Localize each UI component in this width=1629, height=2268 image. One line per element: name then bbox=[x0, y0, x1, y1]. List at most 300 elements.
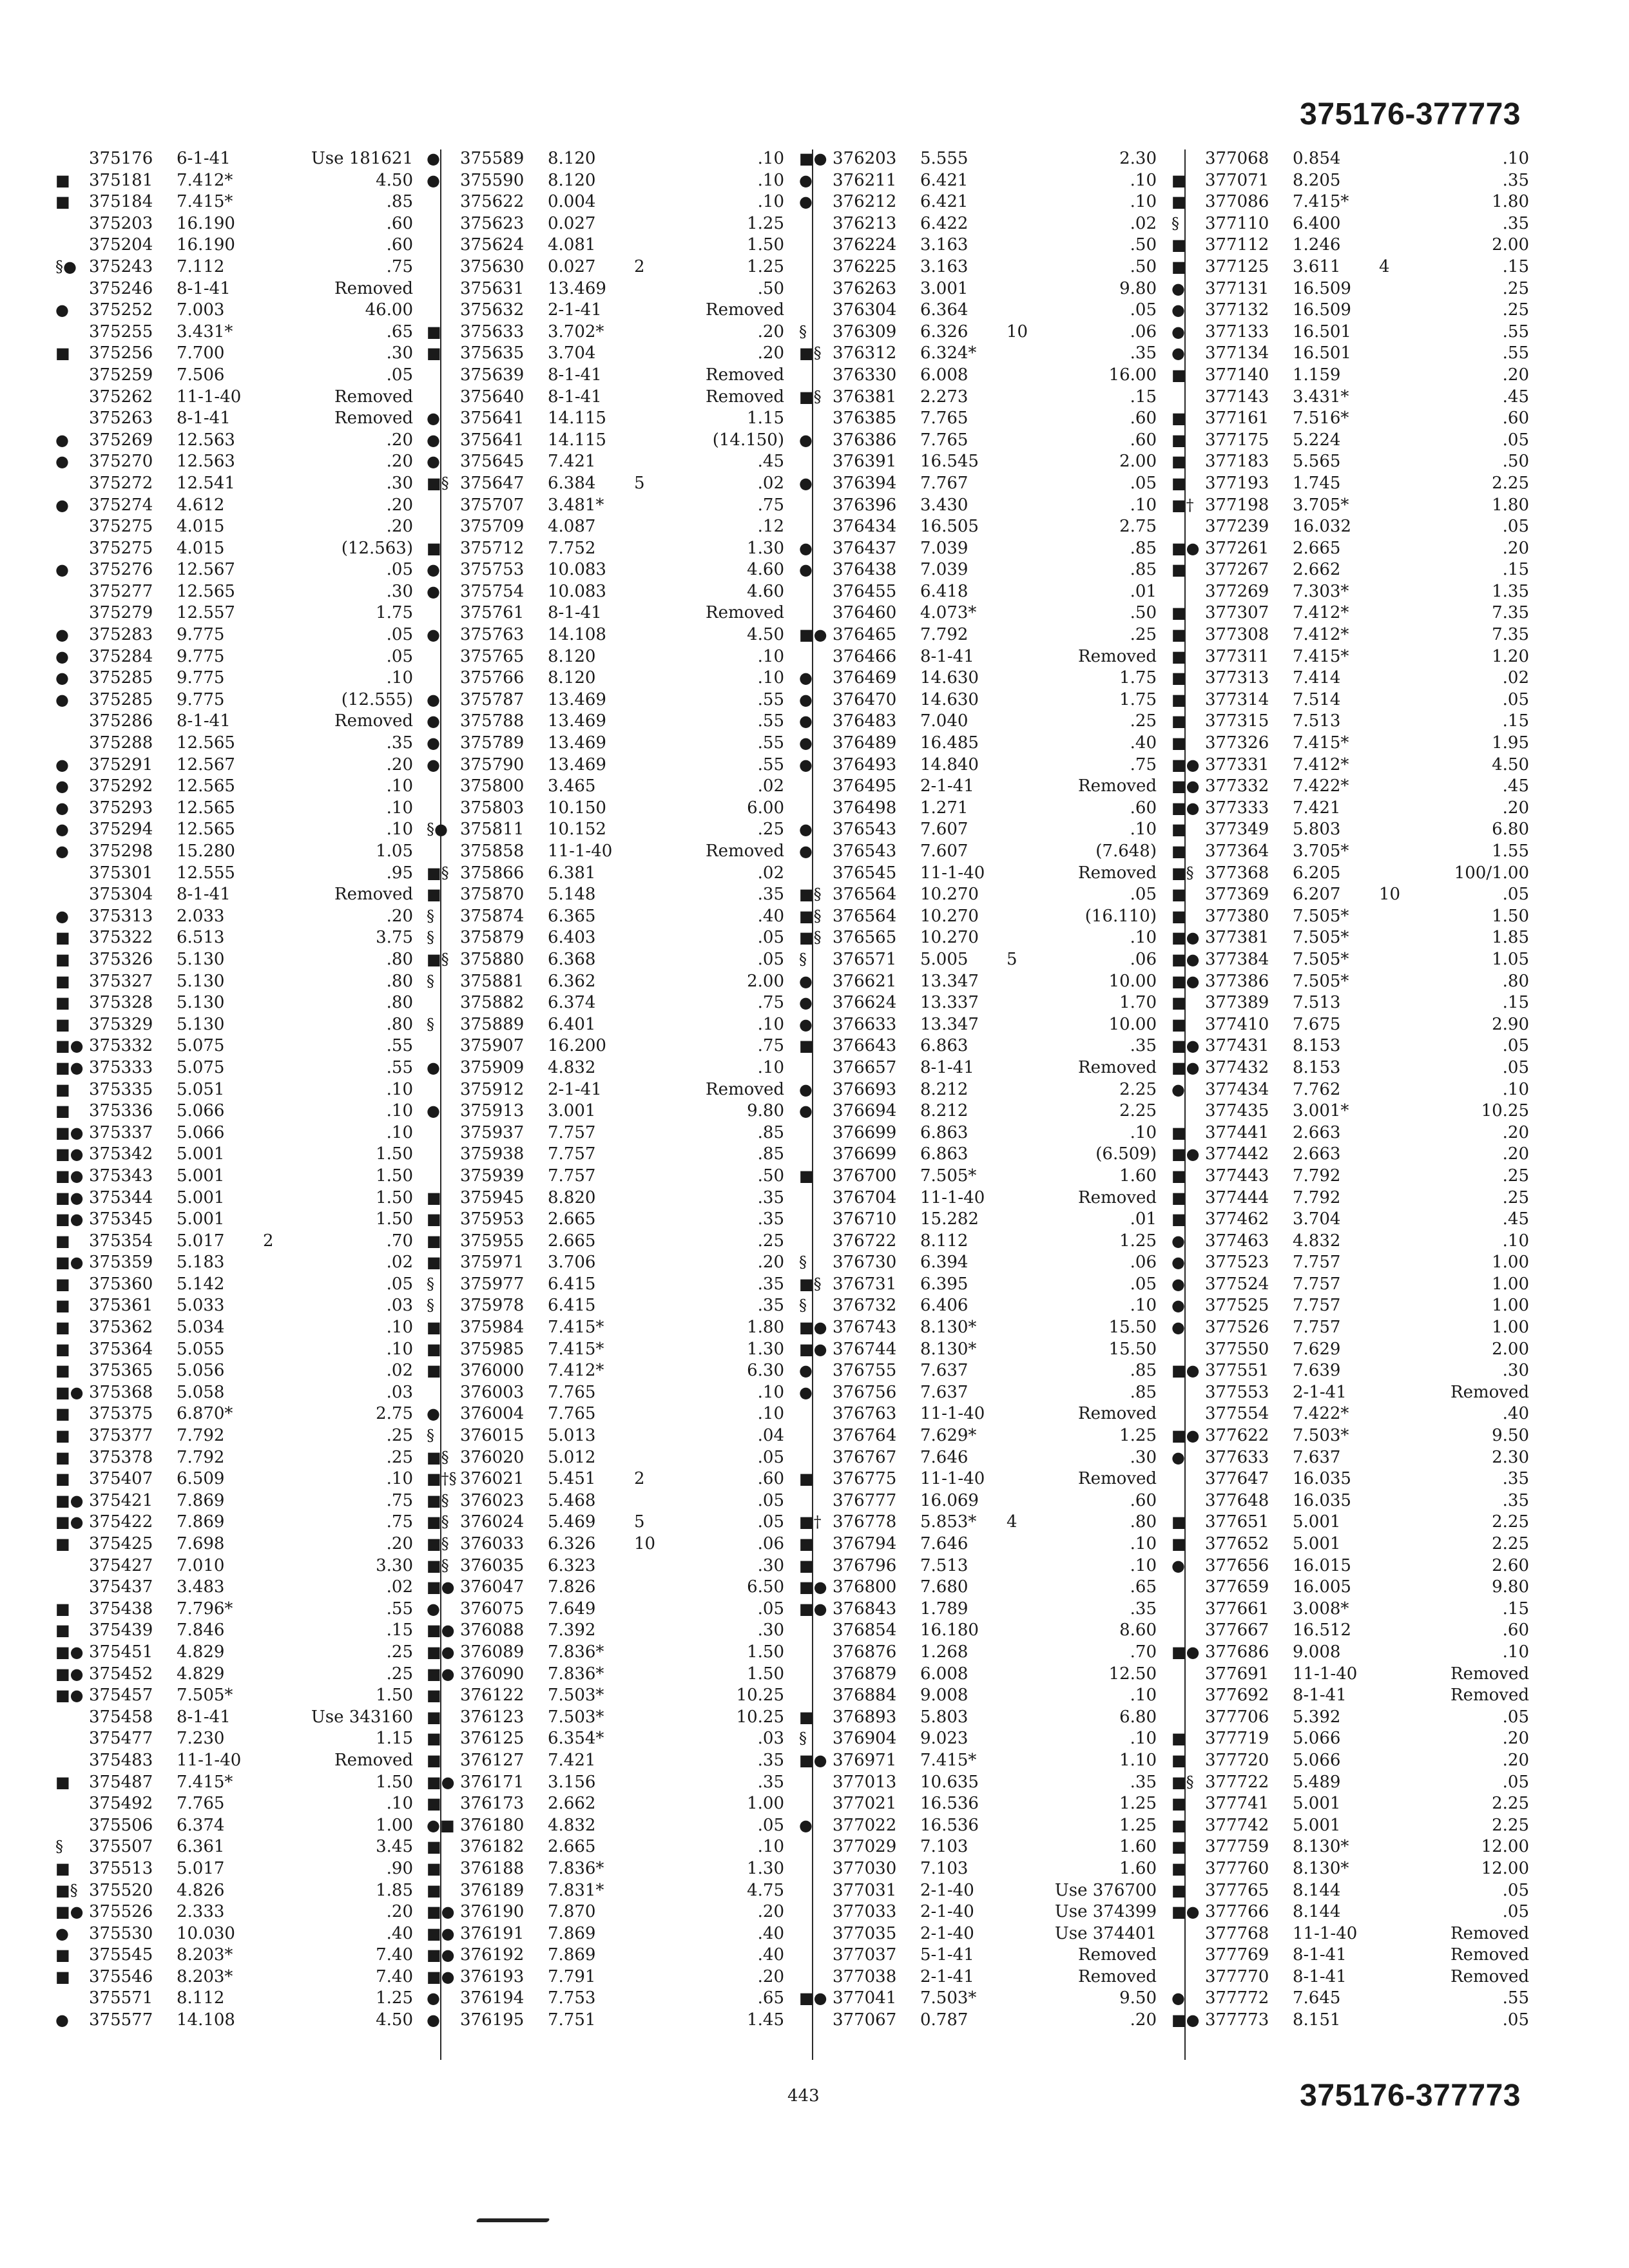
row-symbol: ■ bbox=[1171, 626, 1186, 644]
code-value: 7.831* bbox=[548, 1880, 604, 1900]
catalog-row bbox=[55, 191, 413, 213]
code-value: 16.190 bbox=[177, 235, 235, 255]
part-number: 377719 bbox=[1205, 1729, 1269, 1749]
price-value: 1.50 bbox=[376, 1772, 413, 1792]
price-value: .05 bbox=[1502, 689, 1529, 709]
code-value: 8.112 bbox=[920, 1231, 969, 1251]
code-value: 5.066 bbox=[1293, 1750, 1341, 1770]
code-value: 10.270 bbox=[920, 928, 979, 948]
catalog-row bbox=[799, 408, 1157, 430]
code-value: 5.142 bbox=[177, 1274, 225, 1294]
catalog-row bbox=[427, 1728, 784, 1750]
part-number: 376263 bbox=[833, 278, 897, 298]
code-value: 7.503* bbox=[548, 1707, 604, 1727]
catalog-row bbox=[55, 1057, 413, 1079]
row-symbol: ■ bbox=[55, 193, 70, 211]
catalog-row bbox=[799, 1360, 1157, 1382]
quantity-note: 5 bbox=[634, 1512, 645, 1532]
catalog-row bbox=[1171, 1901, 1529, 1923]
part-number: 377380 bbox=[1205, 906, 1269, 926]
part-number: 377691 bbox=[1205, 1664, 1269, 1684]
price-value: 10.25 bbox=[1481, 1101, 1529, 1121]
part-number: 375457 bbox=[89, 1686, 153, 1706]
price-value: .70 bbox=[386, 1231, 413, 1251]
row-symbol: ■● bbox=[1171, 1037, 1200, 1055]
part-number: 377443 bbox=[1205, 1166, 1269, 1186]
code-value: 8.820 bbox=[548, 1187, 596, 1207]
price-value: 1.85 bbox=[376, 1880, 413, 1900]
code-value: 6.415 bbox=[548, 1296, 596, 1316]
row-symbol: § bbox=[427, 928, 434, 947]
price-value: 4.50 bbox=[1492, 754, 1529, 774]
catalog-row bbox=[427, 191, 784, 213]
code-value: 5.468 bbox=[548, 1490, 596, 1510]
price-value: Removed bbox=[334, 387, 413, 407]
price-value: .20 bbox=[386, 1534, 413, 1553]
row-symbol: ● bbox=[55, 2011, 69, 2030]
part-number: 376971 bbox=[833, 1750, 897, 1770]
part-number: 376304 bbox=[833, 300, 897, 320]
price-value: .15 bbox=[386, 1620, 413, 1640]
code-value: 0.027 bbox=[548, 256, 596, 276]
code-value: 5.148 bbox=[548, 885, 596, 905]
row-symbol: ● bbox=[1171, 1080, 1185, 1099]
catalog-row bbox=[55, 1642, 413, 1664]
catalog-row bbox=[427, 1166, 784, 1187]
price-value: .05 bbox=[386, 365, 413, 385]
catalog-row bbox=[427, 387, 784, 408]
code-value: 13.469 bbox=[548, 733, 606, 753]
code-value: 7.639 bbox=[1293, 1361, 1341, 1381]
part-number: 377364 bbox=[1205, 841, 1269, 861]
price-value: 2.25 bbox=[1492, 1794, 1529, 1814]
code-value: 12.565 bbox=[177, 798, 235, 818]
row-symbol: ■ bbox=[1171, 1188, 1186, 1207]
row-symbol: ■● bbox=[55, 1037, 84, 1055]
code-value: 9.775 bbox=[177, 646, 225, 666]
price-value: 2.90 bbox=[1492, 1014, 1529, 1034]
row-symbol: ■● bbox=[799, 1318, 827, 1337]
price-value: .35 bbox=[757, 885, 784, 905]
price-value: 1.60 bbox=[1119, 1837, 1157, 1857]
row-symbol: ■ bbox=[55, 1427, 70, 1445]
price-value: .85 bbox=[1130, 1382, 1157, 1402]
part-number: 376643 bbox=[833, 1036, 897, 1056]
part-number: 376396 bbox=[833, 495, 897, 515]
row-symbol: ● bbox=[1171, 279, 1185, 298]
catalog-row bbox=[1171, 516, 1529, 538]
code-value: 16.505 bbox=[920, 517, 979, 537]
catalog-row bbox=[55, 559, 413, 581]
code-value: 8-1-41 bbox=[920, 1057, 974, 1077]
row-symbol: ■§ bbox=[799, 1274, 822, 1293]
row-symbol: ■● bbox=[1171, 972, 1200, 990]
part-number: 377131 bbox=[1205, 278, 1269, 298]
row-symbol: ● bbox=[799, 193, 813, 211]
part-number: 375407 bbox=[89, 1469, 153, 1489]
row-symbol: ■ bbox=[55, 1015, 70, 1033]
catalog-row bbox=[1171, 624, 1529, 646]
part-number: 376015 bbox=[460, 1426, 525, 1446]
code-value: 12.565 bbox=[177, 733, 235, 753]
price-value: .10 bbox=[757, 1057, 784, 1077]
catalog-row bbox=[427, 1425, 784, 1447]
code-value: 5.001 bbox=[1293, 1794, 1341, 1814]
row-symbol: ■†§ bbox=[427, 1470, 457, 1488]
price-value: 1.60 bbox=[1119, 1166, 1157, 1186]
part-number: 376843 bbox=[833, 1599, 897, 1619]
row-symbol: ■ bbox=[1171, 561, 1186, 579]
part-number: 375255 bbox=[89, 322, 153, 341]
row-symbol: ■● bbox=[427, 1924, 455, 1943]
code-value: 14.630 bbox=[920, 689, 979, 709]
price-value: .75 bbox=[1130, 754, 1157, 774]
catalog-row bbox=[55, 1274, 413, 1296]
row-symbol: ■● bbox=[55, 1058, 84, 1077]
part-number: 375294 bbox=[89, 820, 153, 840]
code-value: 7.792 bbox=[177, 1447, 225, 1467]
catalog-row bbox=[55, 1317, 413, 1339]
row-symbol: ■ bbox=[1171, 452, 1186, 471]
catalog-row bbox=[427, 1707, 784, 1729]
part-number: 377656 bbox=[1205, 1555, 1269, 1575]
catalog-row bbox=[1171, 949, 1529, 971]
code-value: 6.421 bbox=[920, 192, 969, 212]
part-number: 376003 bbox=[460, 1382, 525, 1402]
price-value: 12.00 bbox=[1481, 1858, 1529, 1878]
part-number: 377112 bbox=[1205, 235, 1269, 255]
price-value: .85 bbox=[1130, 538, 1157, 558]
catalog-row bbox=[55, 1187, 413, 1209]
part-number: 375907 bbox=[460, 1036, 525, 1056]
catalog-row bbox=[799, 711, 1157, 733]
row-symbol: ● bbox=[1171, 1556, 1185, 1575]
code-value: 5.017 bbox=[177, 1858, 225, 1878]
part-number: 376075 bbox=[460, 1599, 525, 1619]
catalog-row bbox=[799, 971, 1157, 993]
code-value: 0.854 bbox=[1293, 149, 1341, 168]
catalog-row bbox=[55, 1728, 413, 1750]
code-value: 4.829 bbox=[177, 1642, 225, 1662]
part-number: 377441 bbox=[1205, 1122, 1269, 1142]
code-value: 5.853* bbox=[920, 1512, 977, 1532]
price-value: .30 bbox=[1502, 1361, 1529, 1381]
scan-smudge bbox=[476, 2218, 550, 2222]
part-number: 375754 bbox=[460, 581, 525, 601]
row-symbol: ■● bbox=[427, 1903, 455, 1921]
part-number: 376438 bbox=[833, 560, 897, 580]
price-value: .10 bbox=[1130, 1296, 1157, 1316]
price-value: .10 bbox=[757, 668, 784, 688]
code-value: 7.757 bbox=[1293, 1318, 1341, 1338]
code-value: 3.483 bbox=[177, 1577, 225, 1597]
row-symbol: ■ bbox=[1171, 994, 1186, 1012]
part-number: 375909 bbox=[460, 1057, 525, 1077]
row-symbol: ● bbox=[799, 820, 813, 839]
price-value: Removed bbox=[1451, 1664, 1529, 1684]
catalog-row bbox=[799, 798, 1157, 820]
catalog-row bbox=[427, 278, 784, 300]
catalog-row bbox=[55, 1100, 413, 1122]
catalog-row bbox=[799, 1642, 1157, 1664]
part-number: 377140 bbox=[1205, 365, 1269, 385]
part-number: 377769 bbox=[1205, 1945, 1269, 1965]
price-value: .20 bbox=[386, 1902, 413, 1922]
row-symbol: ● bbox=[799, 712, 813, 731]
price-value: .50 bbox=[1130, 235, 1157, 255]
code-value: 13.347 bbox=[920, 1014, 979, 1034]
price-value: 1.25 bbox=[376, 1988, 413, 2008]
price-value: 1.80 bbox=[1492, 192, 1529, 212]
part-number: 377435 bbox=[1205, 1101, 1269, 1121]
code-value: 4.612 bbox=[177, 495, 225, 515]
part-number: 375451 bbox=[89, 1642, 153, 1662]
row-symbol: ■● bbox=[1171, 1145, 1200, 1164]
code-value: 2.333 bbox=[177, 1902, 225, 1922]
code-value: 7.412* bbox=[1293, 603, 1349, 623]
code-value: 3.465 bbox=[548, 776, 596, 796]
part-number: 375507 bbox=[89, 1837, 153, 1857]
catalog-row bbox=[55, 322, 413, 343]
code-value: 11-1-40 bbox=[177, 1750, 242, 1770]
price-value: .01 bbox=[1130, 1209, 1157, 1229]
price-value: .15 bbox=[1502, 993, 1529, 1013]
catalog-row bbox=[55, 992, 413, 1014]
catalog-row bbox=[427, 1923, 784, 1945]
price-value: .55 bbox=[757, 733, 784, 753]
catalog-row bbox=[55, 170, 413, 192]
price-value: .20 bbox=[1502, 798, 1529, 818]
part-number: 376489 bbox=[833, 733, 897, 753]
part-number: 376122 bbox=[460, 1686, 525, 1706]
part-number: 376465 bbox=[833, 625, 897, 645]
part-number: 376213 bbox=[833, 213, 897, 233]
price-value: .05 bbox=[757, 1815, 784, 1835]
code-value: 8.151 bbox=[1293, 2010, 1341, 2030]
code-value: 11-1-40 bbox=[1293, 1664, 1358, 1684]
price-value: 7.35 bbox=[1492, 625, 1529, 645]
row-symbol: ■ bbox=[1171, 1794, 1186, 1813]
price-value: .10 bbox=[386, 1794, 413, 1814]
price-value: 2.25 bbox=[1492, 473, 1529, 493]
row-symbol: ■● bbox=[799, 1751, 827, 1769]
code-value: 13.469 bbox=[548, 754, 606, 774]
part-number: 375985 bbox=[460, 1339, 525, 1359]
code-value: 5.058 bbox=[177, 1382, 225, 1402]
row-symbol: ■ bbox=[55, 928, 70, 947]
price-value: 1.80 bbox=[1492, 495, 1529, 515]
catalog-row bbox=[799, 1836, 1157, 1858]
code-value: 6.384 bbox=[548, 473, 596, 493]
part-number: 375978 bbox=[460, 1296, 525, 1316]
price-value: 1.95 bbox=[1492, 733, 1529, 753]
price-value: .05 bbox=[1502, 1036, 1529, 1056]
code-value: 8-1-41 bbox=[1293, 1945, 1347, 1965]
part-number: 377175 bbox=[1205, 430, 1269, 450]
part-number: 375803 bbox=[460, 798, 525, 818]
catalog-row bbox=[799, 170, 1157, 192]
price-value: .60 bbox=[1130, 408, 1157, 428]
part-number: 375279 bbox=[89, 603, 153, 623]
part-number: 377239 bbox=[1205, 517, 1269, 537]
part-number: 377308 bbox=[1205, 625, 1269, 645]
price-value: .20 bbox=[757, 343, 784, 363]
quantity-note: 10 bbox=[1007, 322, 1028, 341]
code-value: 3.705* bbox=[1293, 841, 1349, 861]
catalog-row bbox=[799, 1468, 1157, 1490]
code-value: 7.505* bbox=[1293, 928, 1349, 948]
price-value: 7.40 bbox=[376, 1966, 413, 1986]
part-number: 377143 bbox=[1205, 387, 1269, 407]
code-value: 7.422* bbox=[1293, 776, 1349, 796]
code-value: 7.637 bbox=[1293, 1447, 1341, 1467]
part-number: 376495 bbox=[833, 776, 897, 796]
code-value: 3.481* bbox=[548, 495, 604, 515]
row-symbol: ■§ bbox=[1171, 1773, 1194, 1791]
part-number: 376434 bbox=[833, 517, 897, 537]
price-value: 3.75 bbox=[376, 928, 413, 948]
code-value: 5.012 bbox=[548, 1447, 596, 1467]
code-value: 7.869 bbox=[177, 1512, 225, 1532]
code-value: 7.112 bbox=[177, 256, 225, 276]
price-value: Removed bbox=[1078, 1945, 1157, 1965]
catalog-row bbox=[799, 1187, 1157, 1209]
price-value: .10 bbox=[1130, 495, 1157, 515]
row-symbol: ■ bbox=[1171, 430, 1186, 449]
price-value: 7.40 bbox=[376, 1945, 413, 1965]
price-value: Removed bbox=[1078, 776, 1157, 796]
code-value: 7.392 bbox=[548, 1620, 596, 1640]
part-number: 376020 bbox=[460, 1447, 525, 1467]
part-number: 375181 bbox=[89, 170, 153, 190]
code-value: 7.765 bbox=[920, 408, 969, 428]
catalog-row bbox=[55, 1793, 413, 1815]
row-symbol: ■ bbox=[55, 1535, 70, 1553]
catalog-row bbox=[427, 819, 784, 841]
code-value: 4.087 bbox=[548, 517, 596, 537]
catalog-row bbox=[799, 1577, 1157, 1599]
row-symbol: ● bbox=[55, 798, 69, 817]
code-value: 7.637 bbox=[920, 1361, 969, 1381]
row-symbol: ■ bbox=[55, 1340, 70, 1358]
price-value: .60 bbox=[1130, 430, 1157, 450]
row-symbol: ● bbox=[799, 430, 813, 449]
catalog-row bbox=[427, 668, 784, 689]
code-value: 5.005 bbox=[920, 949, 969, 969]
price-value: .10 bbox=[386, 776, 413, 796]
part-number: 375477 bbox=[89, 1729, 153, 1749]
part-number: 377013 bbox=[833, 1772, 897, 1792]
code-value: 3.704 bbox=[1293, 1209, 1341, 1229]
row-symbol: §● bbox=[427, 820, 448, 839]
code-value: 5.051 bbox=[177, 1079, 225, 1099]
code-value: 3.706 bbox=[548, 1253, 596, 1273]
price-value: .10 bbox=[1130, 1534, 1157, 1553]
code-value: 8.153 bbox=[1293, 1036, 1341, 1056]
code-value: 6.395 bbox=[920, 1274, 969, 1294]
row-symbol: ■§ bbox=[427, 1448, 449, 1466]
part-number: 375333 bbox=[89, 1057, 153, 1077]
catalog-row bbox=[55, 451, 413, 473]
price-value: 4.75 bbox=[747, 1880, 784, 1900]
catalog-row bbox=[427, 711, 784, 733]
price-value: .25 bbox=[1130, 625, 1157, 645]
catalog-row bbox=[55, 1923, 413, 1945]
code-value: 3.001* bbox=[1293, 1101, 1349, 1121]
price-value: .02 bbox=[1130, 213, 1157, 233]
catalog-row bbox=[1171, 170, 1529, 192]
row-symbol: ■ bbox=[55, 1967, 70, 1986]
price-value: Removed bbox=[334, 408, 413, 428]
catalog-row bbox=[55, 1512, 413, 1533]
code-value: 7.415* bbox=[177, 192, 233, 212]
code-value: 7.869 bbox=[548, 1923, 596, 1943]
row-symbol: ■ bbox=[1171, 1859, 1186, 1878]
row-symbol: ■ bbox=[427, 1231, 441, 1250]
catalog-row bbox=[1171, 602, 1529, 624]
row-symbol: ■ bbox=[55, 1274, 70, 1293]
price-value: (7.648) bbox=[1095, 841, 1157, 861]
row-symbol: ■ bbox=[55, 950, 70, 968]
part-number: 377132 bbox=[1205, 300, 1269, 320]
catalog-row bbox=[1171, 1750, 1529, 1772]
part-number: 376854 bbox=[833, 1620, 897, 1640]
catalog-row bbox=[799, 1988, 1157, 2010]
code-value: 5.056 bbox=[177, 1361, 225, 1381]
part-number: 376710 bbox=[833, 1209, 897, 1229]
code-value: 8.205 bbox=[1293, 170, 1341, 190]
part-number: 377161 bbox=[1205, 408, 1269, 428]
code-value: 7.505* bbox=[920, 1166, 977, 1186]
catalog-row bbox=[427, 971, 784, 993]
catalog-row bbox=[1171, 1339, 1529, 1361]
catalog-row bbox=[1171, 1945, 1529, 1966]
code-value: 14.108 bbox=[177, 2010, 235, 2030]
code-value: 7.836* bbox=[548, 1642, 604, 1662]
part-number: 375632 bbox=[460, 300, 525, 320]
row-symbol: ■ bbox=[427, 1188, 441, 1207]
price-value: 1.25 bbox=[1119, 1815, 1157, 1835]
price-value: .50 bbox=[1130, 603, 1157, 623]
quantity-note: 2 bbox=[263, 1231, 274, 1251]
part-number: 375286 bbox=[89, 711, 153, 731]
row-symbol: ● bbox=[1171, 1318, 1185, 1337]
row-symbol: ● bbox=[799, 755, 813, 774]
catalog-row bbox=[55, 300, 413, 322]
price-value: 1.35 bbox=[1492, 581, 1529, 601]
code-value: 7.796* bbox=[177, 1599, 233, 1619]
part-number: 376767 bbox=[833, 1447, 897, 1467]
code-value: 5.075 bbox=[177, 1036, 225, 1056]
price-value: 4.50 bbox=[376, 2010, 413, 2030]
row-symbol: § bbox=[1171, 214, 1179, 233]
price-value: .05 bbox=[1130, 1274, 1157, 1294]
part-number: 377331 bbox=[1205, 754, 1269, 774]
part-number: 377267 bbox=[1205, 560, 1269, 580]
code-value: 8.120 bbox=[548, 668, 596, 688]
price-value: 1.50 bbox=[376, 1686, 413, 1706]
row-symbol: ● bbox=[799, 474, 813, 492]
catalog-row bbox=[427, 1945, 784, 1966]
catalog-row bbox=[427, 733, 784, 754]
price-value: 10.00 bbox=[1108, 1014, 1157, 1034]
code-value: 4.829 bbox=[177, 1664, 225, 1684]
catalog-row bbox=[55, 256, 413, 278]
price-value: .05 bbox=[1502, 517, 1529, 537]
part-number: 375913 bbox=[460, 1101, 525, 1121]
row-symbol: ● bbox=[799, 669, 813, 687]
catalog-row bbox=[799, 841, 1157, 863]
